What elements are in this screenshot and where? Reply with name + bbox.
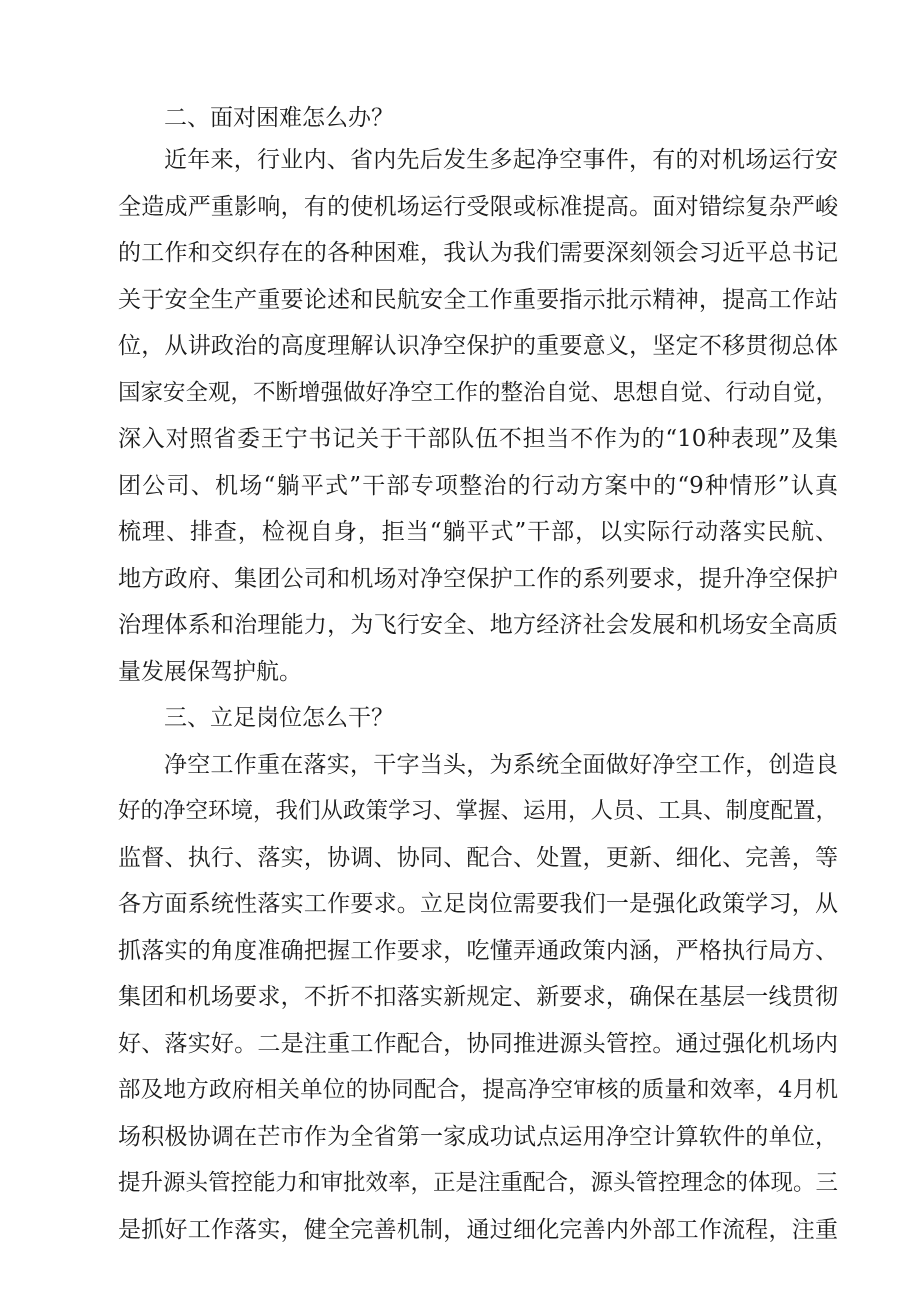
section-3-line-1: 净空工作重在落实，干字当头，为系统全面做好净空工作，创造良 (164, 752, 838, 778)
section-3-line-11: 是抓好工作落实，健全完善机制，通过细化完善内外部工作流程，注重 (118, 1217, 838, 1243)
section-3-line-8: 部及地方政府相关单位的协同配合，提高净空审核的质量和效率，4月机 (118, 1077, 838, 1103)
section-2-line-11: 治理体系和治理能力，为飞行安全、地方经济社会发展和机场安全高质 (118, 612, 838, 638)
section-3-line-4: 各方面系统性落实工作要求。立足岗位需要我们一是强化政策学习，从 (118, 891, 838, 917)
section-2-line-8: 团公司、机场“躺平式”干部专项整治的行动方案中的“9种情形”认真 (118, 473, 838, 499)
section-3-line-6: 集团和机场要求，不折不扣落实新规定、新要求，确保在基层一线贯彻 (118, 984, 838, 1010)
section-2-line-2: 全造成严重影响，有的使机场运行受限或标准提高。面对错综复杂严峻 (118, 194, 838, 220)
section-2-heading: 二、面对困难怎么办？ (164, 105, 394, 131)
section-2-line-5: 位，从讲政治的高度理解认识净空保护的重要意义，坚定不移贯彻总体 (118, 333, 838, 359)
section-2-line-3: 的工作和交织存在的各种困难，我认为我们需要深刻领会习近平总书记 (118, 240, 838, 266)
section-2-line-1: 近年来，行业内、省内先后发生多起净空事件，有的对机场运行安 (164, 147, 838, 173)
section-2-line-12: 量发展保驾护航。 (118, 659, 302, 685)
section-3-line-3: 监督、执行、落实，协调、协同、配合、处置，更新、细化、完善，等 (118, 845, 838, 871)
section-3-line-2: 好的净空环境，我们从政策学习、掌握、运用，人员、工具、制度配置， (118, 798, 839, 824)
section-2-line-9: 梳理、排查，检视自身，拒当“躺平式”干部，以实际行动落实民航、 (118, 519, 838, 545)
section-2-line-4: 关于安全生产重要论述和民航安全工作重要指示批示精神，提高工作站 (118, 287, 838, 313)
section-2-line-7: 深入对照省委王宁书记关于干部队伍不担当不作为的“10种表现”及集 (118, 426, 838, 452)
section-3-line-7: 好、落实好。二是注重工作配合，协同推进源头管控。通过强化机场内 (118, 1031, 838, 1057)
section-3-line-10: 提升源头管控能力和审批效率，正是注重配合，源头管控理念的体现。三 (118, 1170, 839, 1196)
section-2-line-10: 地方政府、集团公司和机场对净空保护工作的系列要求，提升净空保护 (118, 566, 838, 592)
section-3-line-9: 场积极协调在芒市作为全省第一家成功试点运用净空计算软件的单位， (118, 1124, 838, 1150)
section-3-line-5: 抓落实的角度准确把握工作要求，吃懂弄通政策内涵，严格执行局方、 (118, 938, 838, 964)
section-2-line-6: 国家安全观，不断增强做好净空工作的整治自觉、思想自觉、行动自觉， (118, 380, 839, 406)
section-3-heading: 三、立足岗位怎么干？ (164, 705, 394, 731)
